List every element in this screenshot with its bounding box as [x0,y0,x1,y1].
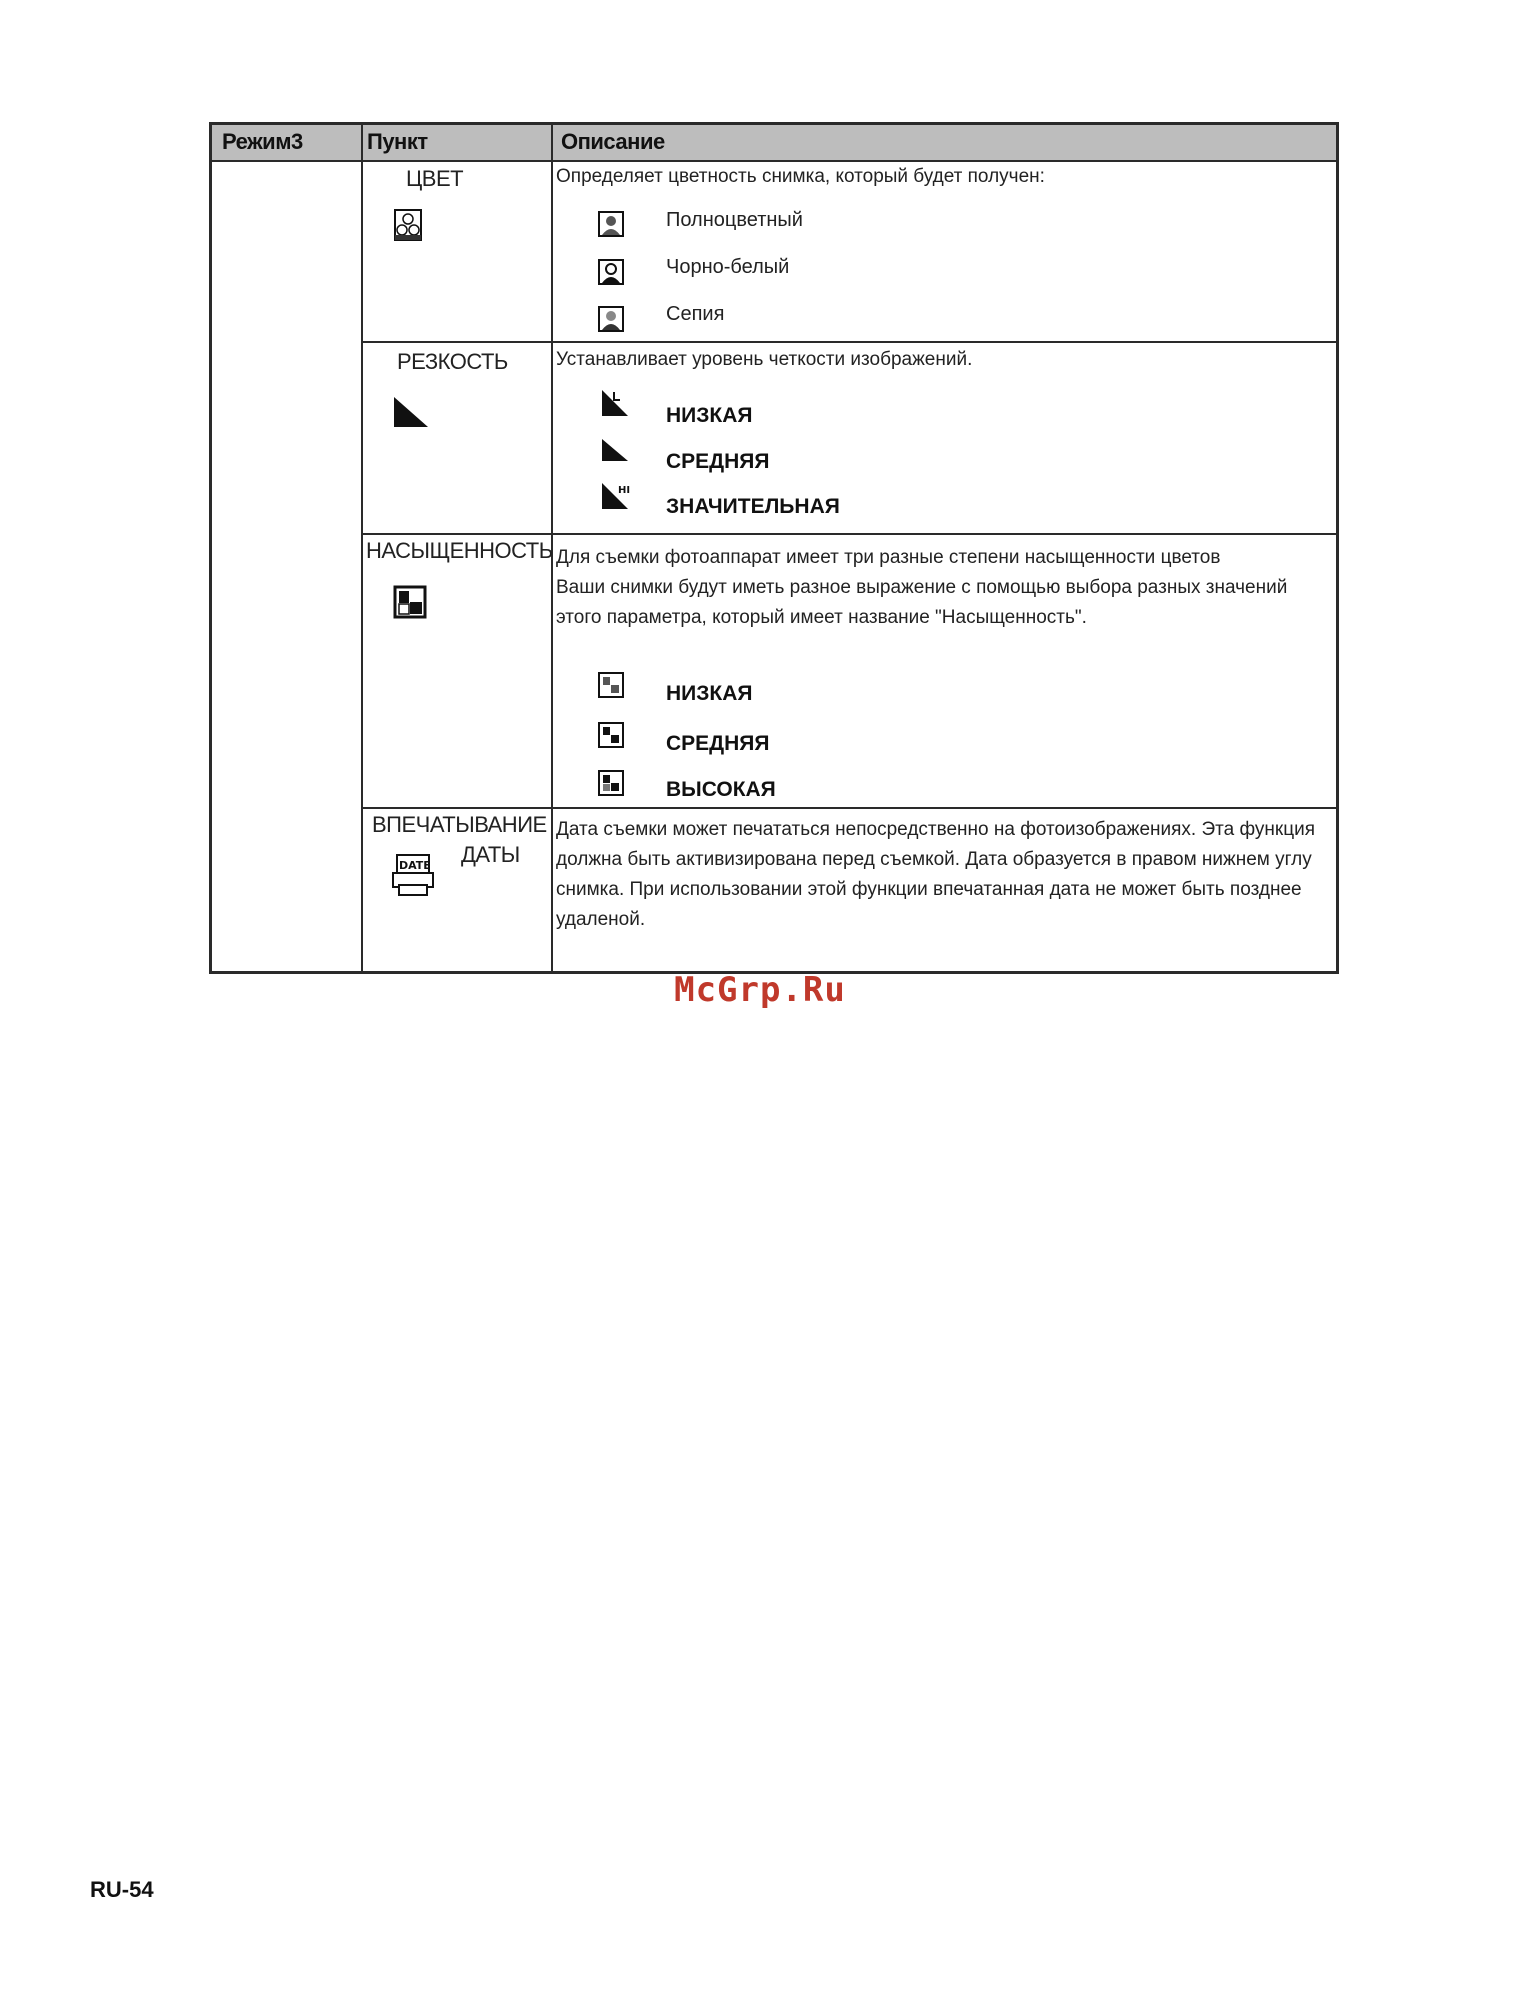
table-header [212,125,1336,162]
page-number: RU-54 [90,1877,154,1902]
watermark: McGrp.Ru [674,970,846,1010]
desc-sharpness: Устанавливает уровень четкости изображений. [556,349,973,370]
saturation-icon [393,585,427,619]
svg-text:DATE: DATE [399,859,431,872]
option-label: Полноцветный [666,209,803,231]
desc-date-line: снимка. При использовании этой функции впечатанная дата не может быть позднее [556,879,1302,900]
row-divider [361,533,1336,535]
desc-saturation-line: Для съемки фотоаппарат имеет три разные степени насыщенности цветов [556,547,1221,568]
option-label: Чорно-белый [666,256,790,278]
desc-date-line: должна быть активизирована перед съемкой. Дата образуется в правом нижнем углу [556,849,1312,870]
item-saturation: НАСЫЩЕННОСТЬ [366,538,553,563]
row-divider [361,341,1336,343]
header-description: Описание [561,129,665,154]
item-color: ЦВЕТ [406,166,464,191]
row-divider [361,807,1336,809]
option-label: НИЗКАЯ [666,404,753,427]
sharpness-medium-icon [600,437,632,463]
option-label: СРЕДНЯЯ [666,732,770,755]
option-label: ВЫСОКАЯ [666,778,776,801]
saturation-high-icon [598,770,624,796]
portrait-color-icon [598,211,624,237]
saturation-medium-icon [598,722,624,748]
saturation-low-icon [598,672,624,698]
column-divider [361,125,363,971]
svg-text:HI: HI [618,485,631,496]
item-sharpness: РЕЗКОСТЬ [397,349,508,374]
sharpness-high-icon [600,481,634,511]
item-date-imprint-line2: ДАТЫ [461,842,520,867]
option-label: ЗНАЧИТЕЛЬНАЯ [666,495,840,518]
portrait-sepia-icon [598,306,624,332]
color-rgb-icon [394,209,422,241]
date-imprint-icon [391,853,437,897]
desc-date-line: Дата съемки может печататься непосредственно на фотоизображениях. Эта функция [556,819,1315,840]
desc-saturation-line: этого параметра, который имеет название "Насыщенность". [556,607,1087,628]
header-item: Пункт [367,129,428,154]
sharpness-icon [392,395,430,429]
option-label: Сепия [666,303,725,325]
option-label: СРЕДНЯЯ [666,450,770,473]
sharpness-low-icon [600,388,632,418]
option-label: НИЗКАЯ [666,682,753,705]
portrait-bw-icon [598,259,624,285]
desc-date-line: удаленой. [556,909,646,930]
desc-saturation-line: Ваши снимки будут иметь разное выражение с помощью выбора разных значений [556,577,1288,598]
desc-color: Определяет цветность снимка, который будет получен: [556,166,1045,187]
item-date-imprint: ВПЕЧАТЫВАНИЕ [372,812,547,837]
header-mode: Режим3 [222,129,303,154]
settings-table [209,122,1339,974]
